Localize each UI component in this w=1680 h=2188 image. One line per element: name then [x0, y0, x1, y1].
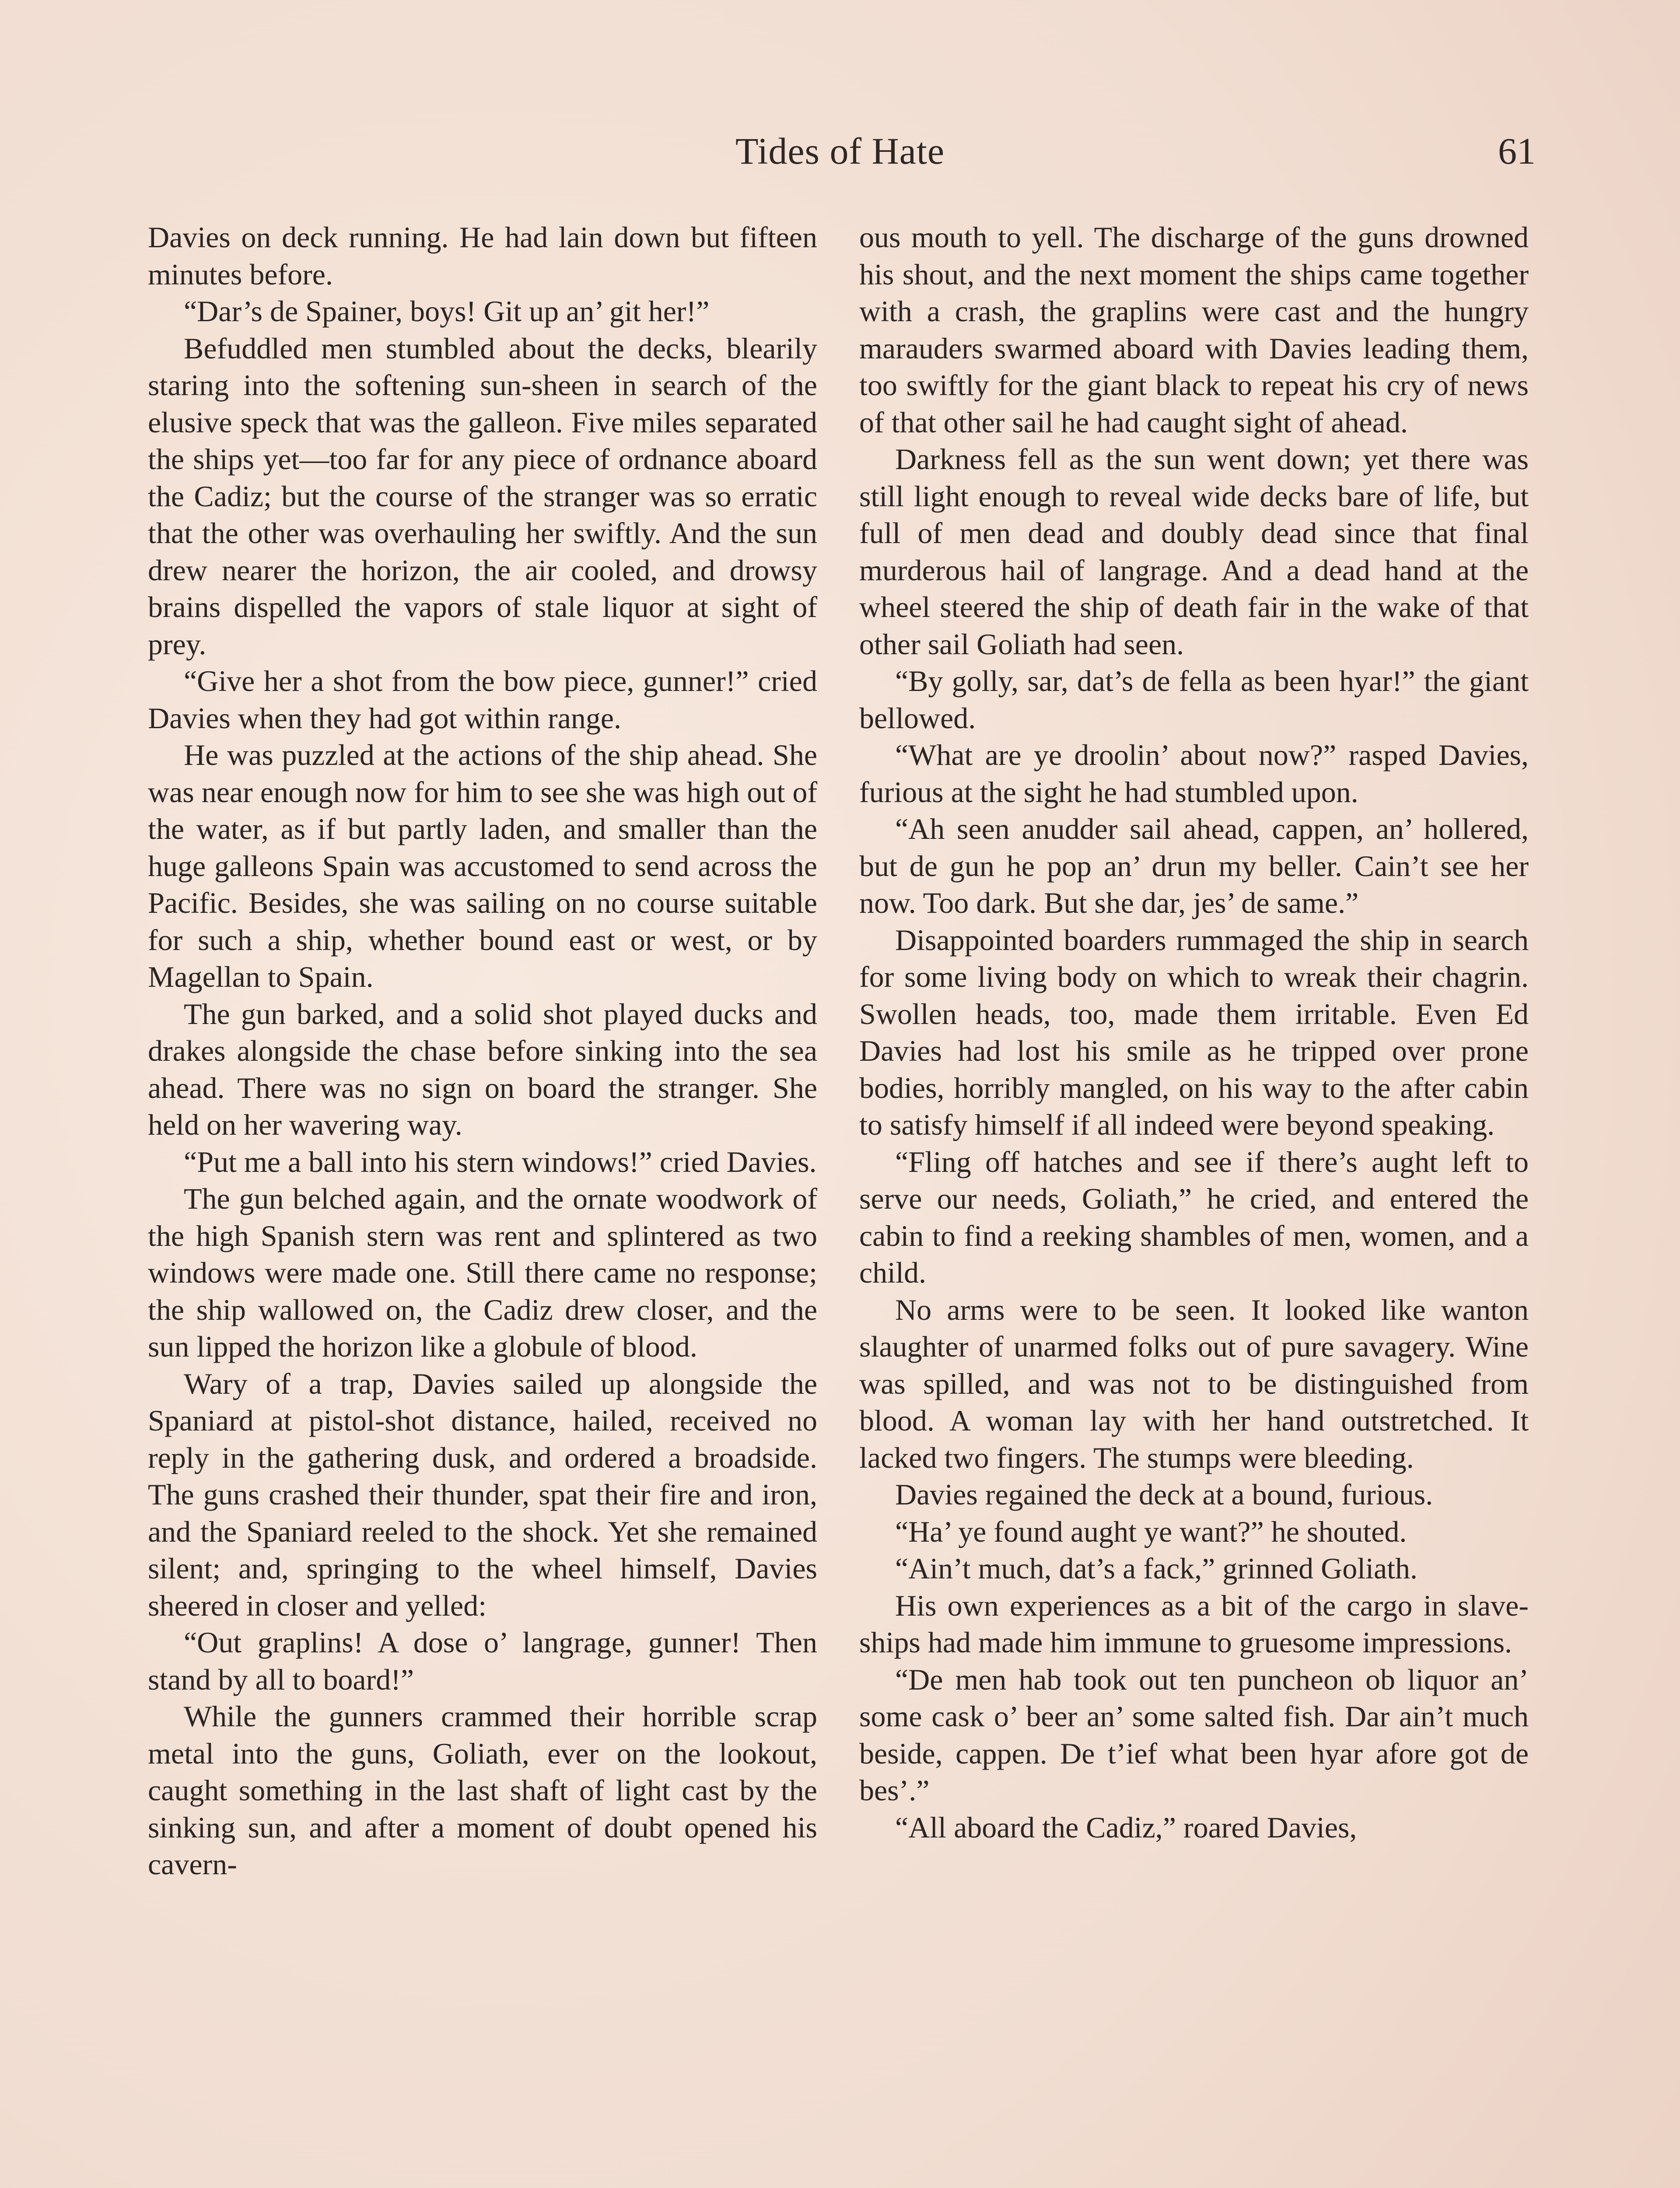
- paragraph: Davies on deck running. He had lain down but fifteen minutes before.: [148, 221, 817, 291]
- paragraph: “By golly, sar, dat’s de fella as been hyar!” the giant bellowed.: [859, 664, 1529, 735]
- paragraph: “Put me a ball into his stern windows!” cried Davies.: [184, 1145, 817, 1178]
- text-columns: [148, 219, 1529, 2188]
- paragraph: “Out graplins! A dose o’ langrage, gunner! Then stand by all to board!”: [148, 1626, 817, 1696]
- paragraph: “De men hab took out ten puncheon ob liquor an’ some cask o’ beer an’ some salted fish. Dar ain’t much beside, cappen. De t’ief what been hyar afore got de bes’.”: [859, 1662, 1529, 1807]
- paragraph: The gun barked, and a solid shot played ducks and drakes alongside the chase before sinking into the sea ahead. There was no sign on board the stranger. She held on her wavering way.: [148, 997, 817, 1141]
- paragraph: “Ha’ ye found aught ye want?” he shouted.: [895, 1515, 1407, 1548]
- running-header-title: Tides of Hate: [735, 130, 945, 172]
- paragraph: “Dar’s de Spainer, boys! Git up an’ git her!”: [184, 295, 710, 328]
- paragraph: “What are ye droolin’ about now?” rasped Davies, furious at the sight he had stumbled upon.: [859, 738, 1529, 809]
- paragraph: ous mouth to yell. The discharge of the guns drowned his shout, and the next moment the ships came together with a crash, the graplins were cast and the hungry marauders swarmed aboard with Davies leading them, too swiftly for the giant black to repeat his cry of news of that other sail he had caught sight of ahead.: [859, 221, 1529, 439]
- paragraph: Befuddled men stumbled about the decks, blearily staring into the softening sun-sheen in search of the elusive speck that was the galleon. Five miles separated the ships yet—too far for any piece of ordnance aboard the Cadiz; but the course of the stranger was so erratic that the other was overhauling her swiftly. And the sun drew nearer the horizon, the air cooled, and drowsy brains dispelled the vapors of stale liquor at sight of prey.: [148, 331, 817, 661]
- paragraph: He was puzzled at the actions of the ship ahead. She was near enough now for him to see she was high out of the water, as if but partly laden, and smaller than the huge galleons Spain was accustomed to send across the Pacific. Besides, she was sailing on no course suitable for such a ship, whether bound east or west, or by Magellan to Spain.: [148, 738, 817, 993]
- paragraph: Disappointed boarders rummaged the ship in search for some living body on which to wreak their chagrin. Swollen heads, too, made them irritable. Even Ed Davies had lost his smile as he tripped over prone bodies, horribly mangled, on his way to the after cabin to satisfy himself if all indeed were beyond speaking.: [859, 923, 1529, 1141]
- paragraph: No arms were to be seen. It looked like wanton slaughter of unarmed folks out of pure savagery. Wine was spilled, and was not to be distinguished from blood. A woman lay with her hand outstretched. It lacked two fingers. The stumps were bleeding.: [859, 1293, 1529, 1474]
- paragraph: Darkness fell as the sun went down; yet there was still light enough to reveal wide decks bare of life, but full of men dead and doubly dead since that final murderous hail of langrage. And a dead hand at the wheel steered the ship of death fair in the wake of that other sail Goliath had seen.: [859, 442, 1529, 661]
- paragraph: “Ain’t much, dat’s a fack,” grinned Goliath.: [895, 1552, 1418, 1585]
- paragraph: Wary of a trap, Davies sailed up alongside the Spaniard at pistol-shot distance, hailed, received no reply in the gathering dusk, and ordered a broadside. The guns crashed their thunder, spat their fire and iron, and the Spaniard reeled to the shock. Yet she remained silent; and, springing to the wheel himself, Davies sheered in closer and yelled:: [148, 1367, 817, 1622]
- paragraph: “Ah seen anudder sail ahead, cappen, an’ hollered, but de gun he pop an’ drun my beller. Cain’t see her now. Too dark. But she dar, jes’ de same.”: [859, 812, 1529, 919]
- page-number: 61: [1498, 130, 1536, 172]
- left-column: [148, 219, 817, 2188]
- paragraph: Davies regained the deck at a bound, furious.: [895, 1478, 1433, 1511]
- paragraph: The gun belched again, and the ornate woodwork of the high Spanish stern was rent and splintered as two windows were made one. Still there came no response; the ship wallowed on, the Cadiz drew closer, and the sun lipped the horizon like a globule of blood.: [148, 1182, 817, 1363]
- paragraph: While the gunners crammed their horrible scrap metal into the guns, Goliath, ever on the lookout, caught something in the last shaft of light cast by the sinking sun, and after a moment of doubt opened his cavern-: [148, 1700, 817, 1881]
- paragraph: “All aboard the Cadiz,” roared Davies,: [895, 1810, 1357, 1844]
- paragraph: “Fling off hatches and see if there’s aught left to serve our needs, Goliath,” he cried, and entered the cabin to find a reeking shambles of men, women, and a child.: [859, 1145, 1529, 1289]
- paragraph: His own experiences as a bit of the cargo in slave-ships had made him immune to gruesome impressions.: [859, 1588, 1529, 1659]
- paragraph: “Give her a shot from the bow piece, gunner!” cried Davies when they had got within range.: [148, 664, 817, 735]
- right-column: [859, 219, 1529, 2188]
